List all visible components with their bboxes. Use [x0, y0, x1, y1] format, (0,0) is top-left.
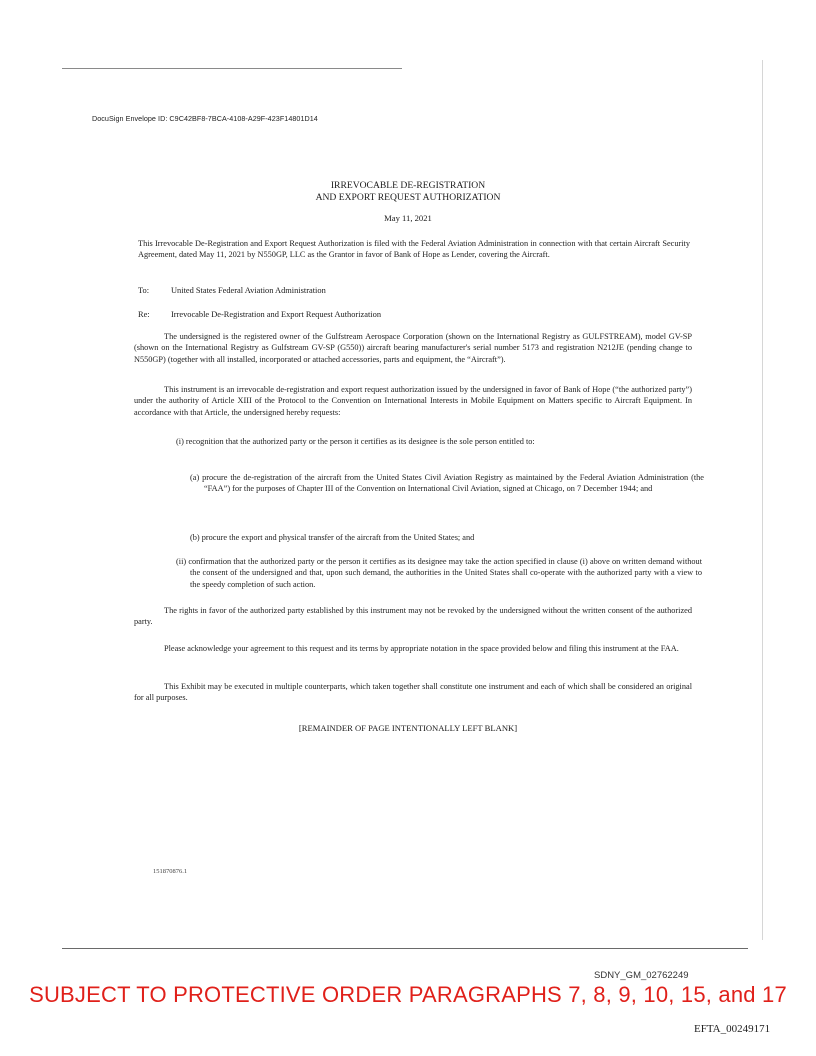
efta-number: EFTA_00249171 — [694, 1023, 771, 1035]
re-label: Re: — [138, 310, 150, 319]
acknowledge-paragraph: Please acknowledge your agreement to this request and its terms by appropriate notation in the space provided below and filing this instrument at the FAA. — [164, 644, 679, 653]
bottom-scan-rule — [62, 948, 748, 949]
document-number: 151870876.1 — [153, 868, 188, 875]
to-label: To: — [138, 286, 150, 295]
remainder-blank-notice: [REMAINDER OF PAGE INTENTIONALLY LEFT BLANK] — [298, 723, 518, 733]
clause-b: (b) procure the export and physical transfer of the aircraft from the United States; and — [190, 533, 475, 542]
rights-paragraph: The rights in favor of the authorized party established by this instrument may not be revoked by the undersigned without the written consent of the authorized party. — [134, 606, 692, 627]
exhibit-paragraph: This Exhibit may be executed in multiple counterparts, which taken together shall constitute one instrument and each of which shall be considered an original for all purposes. — [134, 682, 692, 703]
clause-a: (a) procure the de-registration of the aircraft from the United States Civil Aviation Registry as maintained by the Federal Aviation Administration (the “FAA”) for the purposes of Chapter III of the Convention on International Civil Aviation, signed at Chicago, on 7 December 1944; and — [190, 473, 704, 494]
re-line — [138, 310, 381, 319]
intro-paragraph: This Irrevocable De-Registration and Export Request Authorization is filed with the Federal Aviation Administration in connection with that certain Aircraft Security Agreement, dated May 11, 2021 by N550GP, LLC as the Grantor in favor of Bank of Hope as Lender, covering the Aircraft. — [138, 239, 690, 260]
protective-order-notice: SUBJECT TO PROTECTIVE ORDER PARAGRAPHS 7, 8, 9, 10, 15, and 17 — [29, 982, 787, 1007]
top-scan-rule — [62, 68, 402, 69]
instrument-paragraph: This instrument is an irrevocable de-registration and export request authorization issued by the undersigned in favor of Bank of Hope (“the authorized party”) under the authority of Article XIII of the Protocol to the Convention on International Interests in Mobile Equipment on Matters specific to Aircraft Equipment. In accordance with that Article, the undersigned hereby requests: — [134, 385, 692, 417]
docusign-envelope-id: DocuSign Envelope ID: C9C42BF8-7BCA-4108-A29F-423F14801D14 — [92, 114, 318, 123]
to-line — [138, 286, 326, 295]
document-title-line-1: IRREVOCABLE DE-REGISTRATION — [330, 180, 486, 191]
bates-number: SDNY_GM_02762249 — [594, 970, 689, 981]
document-date: May 11, 2021 — [384, 213, 432, 223]
re-value: Irrevocable De-Registration and Export Request Authorization — [171, 310, 382, 319]
clause-i: (i) recognition that the authorized party or the person it certifies as its designee is the sole person entitled to: — [176, 437, 535, 446]
clause-ii: (ii) confirmation that the authorized party or the person it certifies as its designee may take the action specified in clause (i) above on written demand without the consent of the undersigned and that, upon such demand, the authorities in the United States shall co-operate with the authorized party with a view to the speedy completion of such action. — [176, 557, 702, 589]
document-title-line-2: AND EXPORT REQUEST AUTHORIZATION — [315, 192, 501, 203]
to-value: United States Federal Aviation Administration — [171, 286, 326, 295]
owner-paragraph: The undersigned is the registered owner of the Gulfstream Aerospace Corporation (shown on the International Registry as GULFSTREAM), model GV-SP (shown on the International Registry as Gulfstream GV-SP (G550)) aircraft bearing manufacturer's serial number 5173 and registration N212JE (pending change to N550GP) (together with all installed, incorporated or attached accessories, parts and equipment, the “Aircraft”). — [134, 332, 692, 364]
